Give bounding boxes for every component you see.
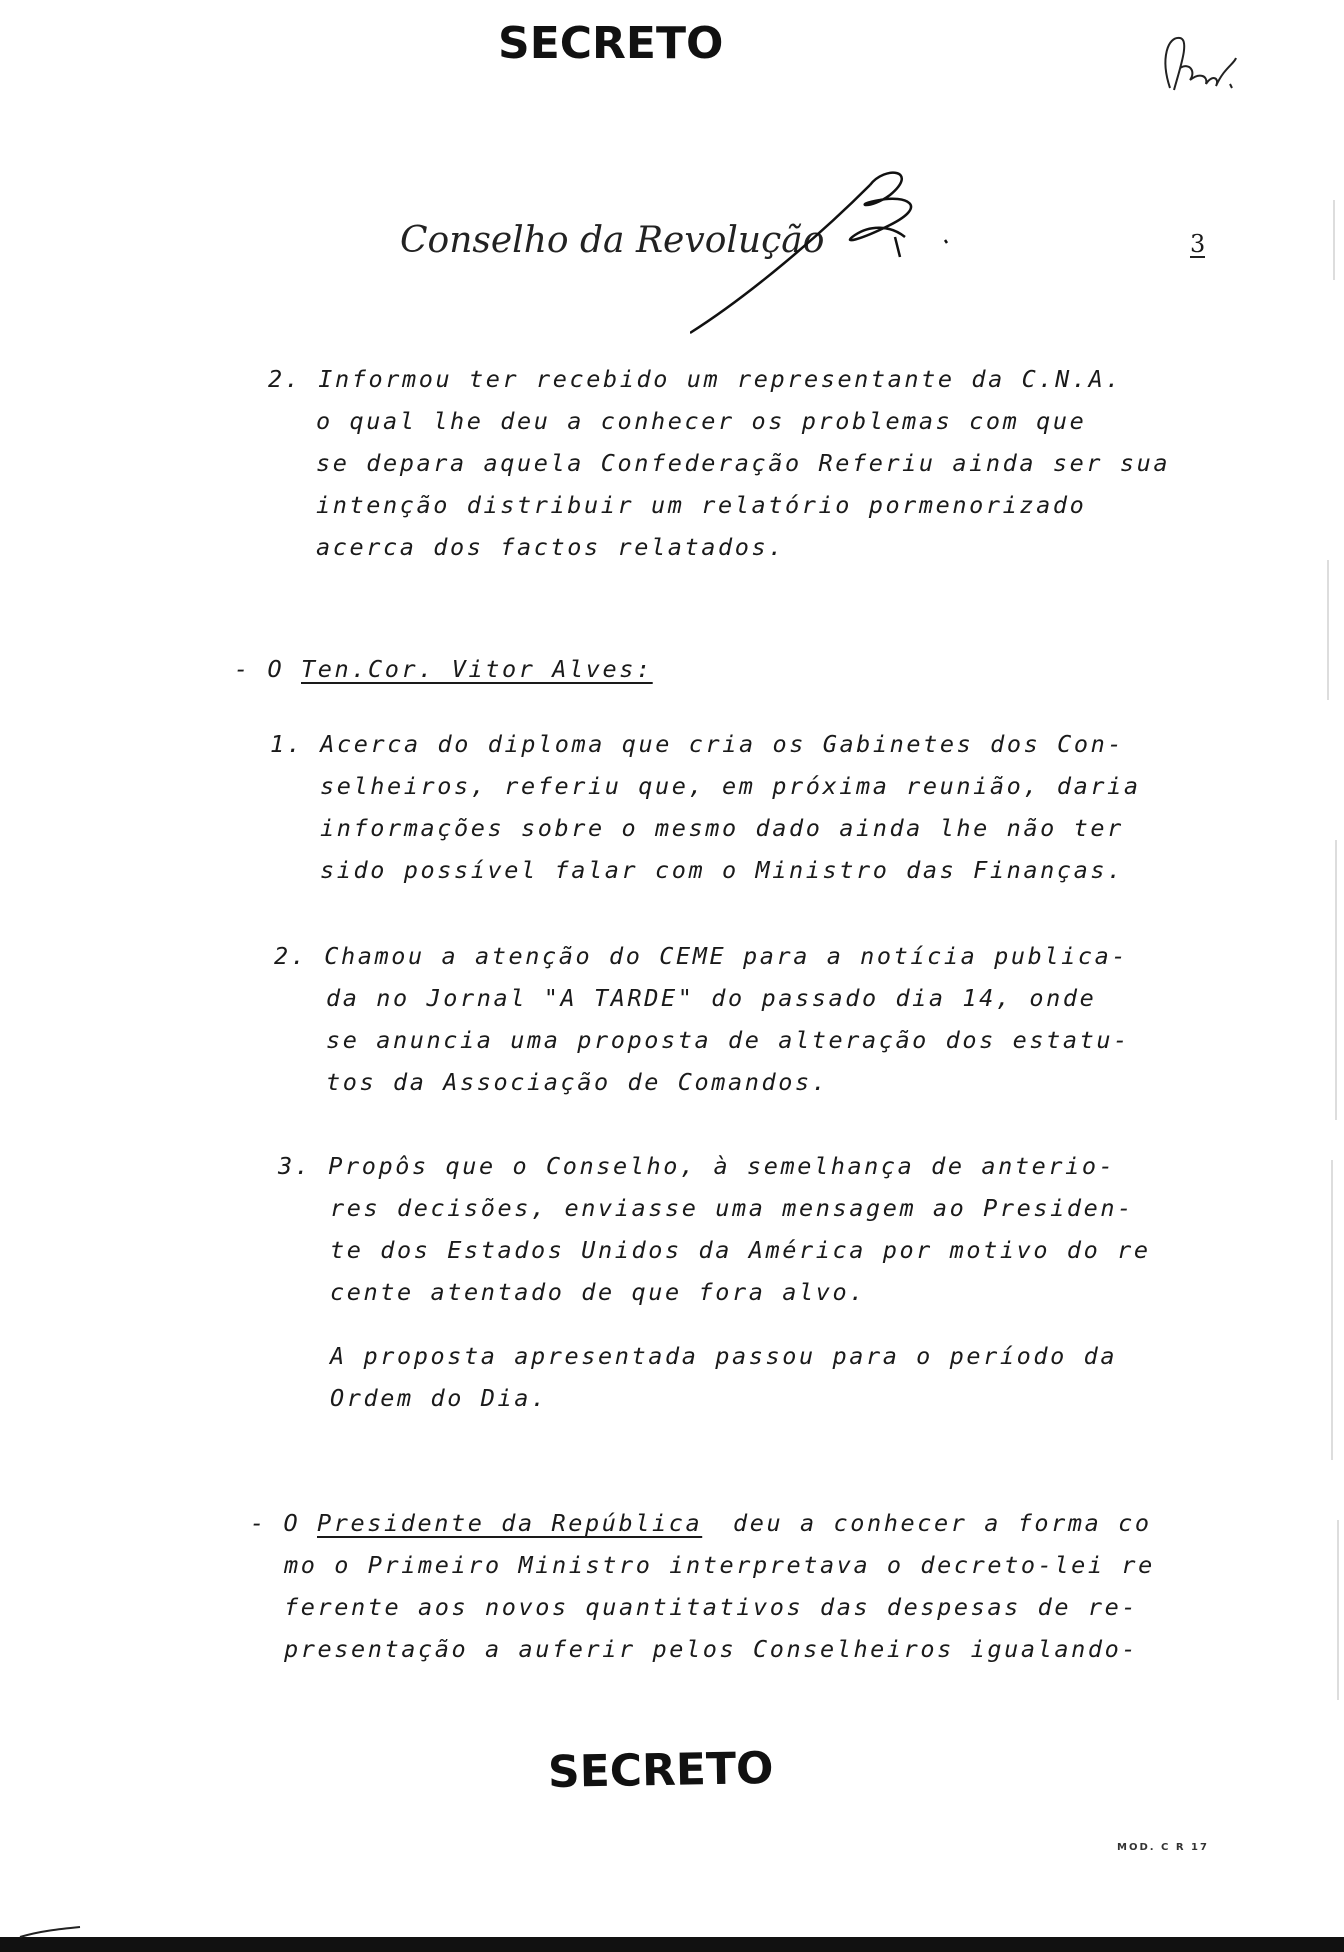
item-2-a-tarde [274,935,1130,1103]
text-line: cente atentado de que fora alvo. [330,1278,866,1306]
text-line: deu a conhecer a forma co [732,1509,1152,1537]
paragraph-cna [268,358,1170,568]
item-3-mensagem [278,1145,1151,1313]
text-line: res decisões, enviasse uma mensagem ao Presiden- [330,1194,1134,1222]
text-line: 1. Acerca do diploma que cria os Gabinetes dos Con- [270,730,1125,758]
text-line: Ordem do Dia. [330,1384,548,1412]
text-line: selheiros, referiu que, em próxima reunião, daria [320,772,1141,800]
text-line: acerca dos factos relatados. [316,533,785,561]
text-line: se depara aquela Confederação Referiu ainda ser sua [316,449,1171,477]
text-line: 3. Propôs que o Conselho, à semelhança de anterio- [278,1152,1116,1180]
letterhead: Conselho da Revolução [400,220,825,261]
speaker-prefix: - O [234,655,285,683]
speaker-name: Ten.Cor. Vitor Alves: [301,655,653,683]
text-line: informações sobre o mesmo dado ainda lhe não ter [320,814,1124,842]
text-line: te dos Estados Unidos da América por motivo do re [330,1236,1151,1264]
text-line: mo o Primeiro Ministro interpretava o decreto-lei re [284,1551,1155,1579]
item-1-gabinetes [270,723,1141,891]
text-line: intenção distribuir um relatório pormenorizado [316,491,1087,519]
text-line: 2. Informou ter recebido um representante da C.N.A. [268,365,1123,393]
text-line [250,1502,1155,1544]
speaker-name: Presidente da República [317,1509,703,1537]
text-line: sido possível falar com o Ministro das Finanças. [320,856,1124,884]
text-line: da no Jornal "A TARDE" do passado dia 14, onde [326,984,1097,1012]
note-ordem-do-dia [330,1335,1117,1419]
page-number: 3 [1190,230,1206,258]
text-line: 2. Chamou a atenção do CEME para a notícia publica- [274,942,1129,970]
handwritten-initials [1150,28,1250,108]
classification-stamp-bottom: SECRETO [547,1743,774,1798]
handwritten-signature [690,165,970,345]
scan-bottom-edge [0,1925,1344,1952]
classification-stamp-top: SECRETO [498,18,724,69]
text-line: se anuncia uma proposta de alteração dos estatu- [326,1026,1130,1054]
scan-margin-noise [1314,140,1344,1740]
speaker-vitor-alves [234,655,653,683]
text-line: presentação a auferir pelos Conselheiros igualando- [284,1635,1139,1663]
speaker-prefix: - O [250,1509,301,1537]
paragraph-presidente [250,1502,1155,1670]
text-line: A proposta apresentada passou para o período da [330,1342,1118,1370]
text-line: ferente aos novos quantitativos das despesas de re- [284,1593,1139,1621]
form-code: MOD. C R 17 [1117,1842,1209,1853]
text-line: tos da Associação de Comandos. [326,1068,829,1096]
text-line: o qual lhe deu a conhecer os problemas com que [316,407,1087,435]
